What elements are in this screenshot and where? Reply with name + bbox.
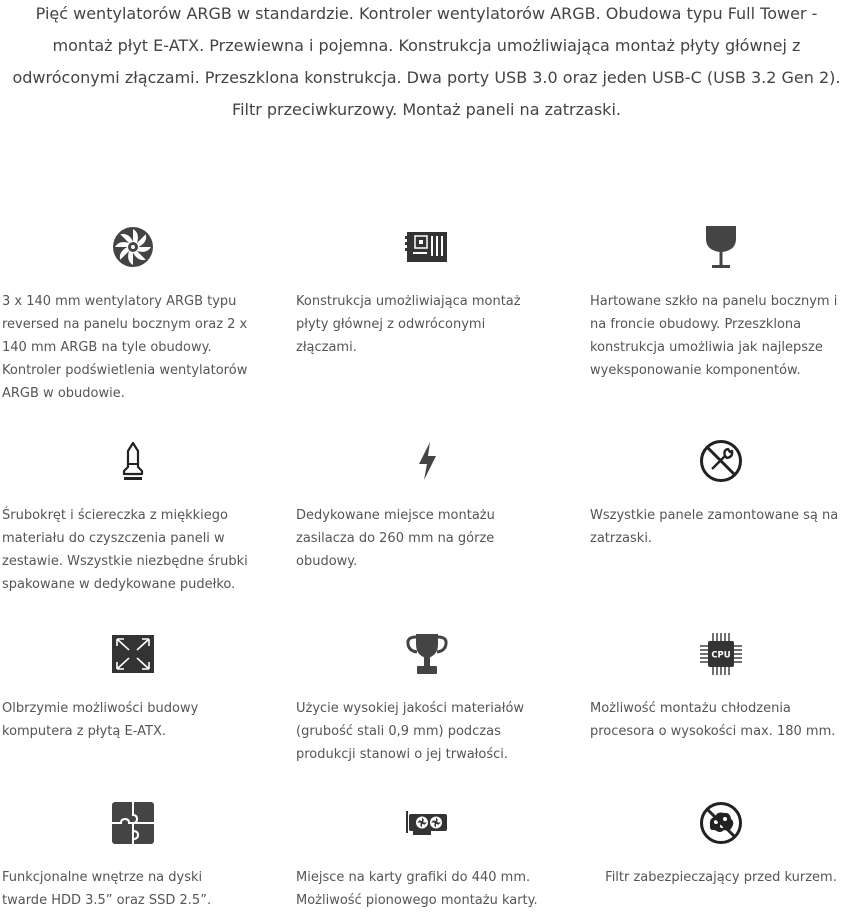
intro-text	[0, 0, 853, 126]
feature-text: Miejsce na karty grafiki do 440 mm.	[296, 870, 531, 885]
feature-text: zatrzaski.	[590, 531, 653, 546]
feature-text: komputera z płytą E-ATX.	[2, 724, 166, 739]
feature-text: Funkcjonalne wnętrze na dyski	[2, 870, 203, 885]
cpu-label: CPU	[711, 650, 731, 661]
feature-text: Wszystkie panele zamontowane są na	[590, 508, 839, 523]
feature-text: twarde HDD 3.5” oraz SSD 2.5”.	[2, 893, 212, 908]
cpu-icon	[590, 632, 852, 676]
lightning-icon	[296, 439, 558, 483]
feature-text: reversed na panelu bocznym oraz 2 x	[2, 317, 248, 332]
feature-text: 140 mm ARGB na tyle obudowy.	[2, 340, 212, 355]
feature-text: spakowane w dedykowane pudełko.	[2, 577, 236, 592]
feature-text: Kontroler podświetlenia wentylatorów	[2, 363, 248, 378]
no-tools-icon	[590, 439, 852, 483]
feature-text: konstrukcja umożliwia jak najlepsze	[590, 340, 823, 355]
intro-line: Filtr przeciwkurzowy. Montaż paneli na zatrzaski.	[232, 100, 621, 119]
feature-text: 3 x 140 mm wentylatory ARGB typu	[2, 294, 237, 309]
motherboard-icon	[296, 225, 558, 269]
feature-text: zasilacza do 260 mm na górze	[296, 531, 495, 546]
fan-icon	[2, 225, 264, 269]
feature-text: obudowy.	[296, 554, 358, 569]
feature-text: zestawie. Wszystkie niezbędne śrubki	[2, 554, 248, 569]
graphics-card-icon	[296, 801, 558, 845]
feature-text: Możliwość pionowego montażu karty.	[296, 893, 538, 908]
feature-text: Możliwość montażu chłodzenia	[590, 701, 791, 716]
intro-line: montaż płyt E-ATX. Przewiewna i pojemna. Konstrukcja umożliwiająca montaż płyty głównej z	[52, 36, 801, 55]
feature-text: Hartowane szkło na panelu bocznym i	[590, 294, 838, 309]
puzzle-icon	[2, 801, 264, 845]
screwdriver-icon	[2, 439, 264, 483]
intro-line: Pięć wentylatorów ARGB w standardzie. Kontroler wentylatorów ARGB. Obudowa typu Full Tower -	[35, 4, 818, 23]
feature-text: wyeksponowanie komponentów.	[590, 363, 801, 378]
feature-text: Filtr zabezpieczający przed kurzem.	[605, 870, 837, 885]
dust-filter-icon	[590, 801, 852, 845]
intro-line: odwróconymi złączami. Przeszklona konstrukcja. Dwa porty USB 3.0 oraz jeden USB-C (USB 3.2 Gen 2).	[12, 68, 841, 87]
feature-text: Śrubokręt i ściereczka z miękkiego	[2, 508, 228, 523]
feature-text: Olbrzymie możliwości budowy	[2, 701, 199, 716]
feature-text: Użycie wysokiej jakości materiałów	[296, 701, 525, 716]
trophy-icon	[296, 632, 558, 676]
feature-text: Konstrukcja umożliwiająca montaż	[296, 294, 521, 309]
feature-text: płyty głównej z odwróconymi	[296, 317, 486, 332]
feature-text: materiału do czyszczenia paneli w	[2, 531, 225, 546]
feature-text: Dedykowane miejsce montażu	[296, 508, 495, 523]
feature-text: ARGB w obudowie.	[2, 386, 125, 401]
feature-text: na froncie obudowy. Przeszklona	[590, 317, 802, 332]
feature-text: złączami.	[296, 340, 357, 355]
feature-text: (grubość stali 0,9 mm) podczas	[296, 724, 501, 739]
feature-text: produkcji stanowi o jej trwałości.	[296, 747, 508, 762]
glass-icon	[590, 225, 852, 269]
expand-icon	[2, 632, 264, 676]
feature-text: procesora o wysokości max. 180 mm.	[590, 724, 836, 739]
